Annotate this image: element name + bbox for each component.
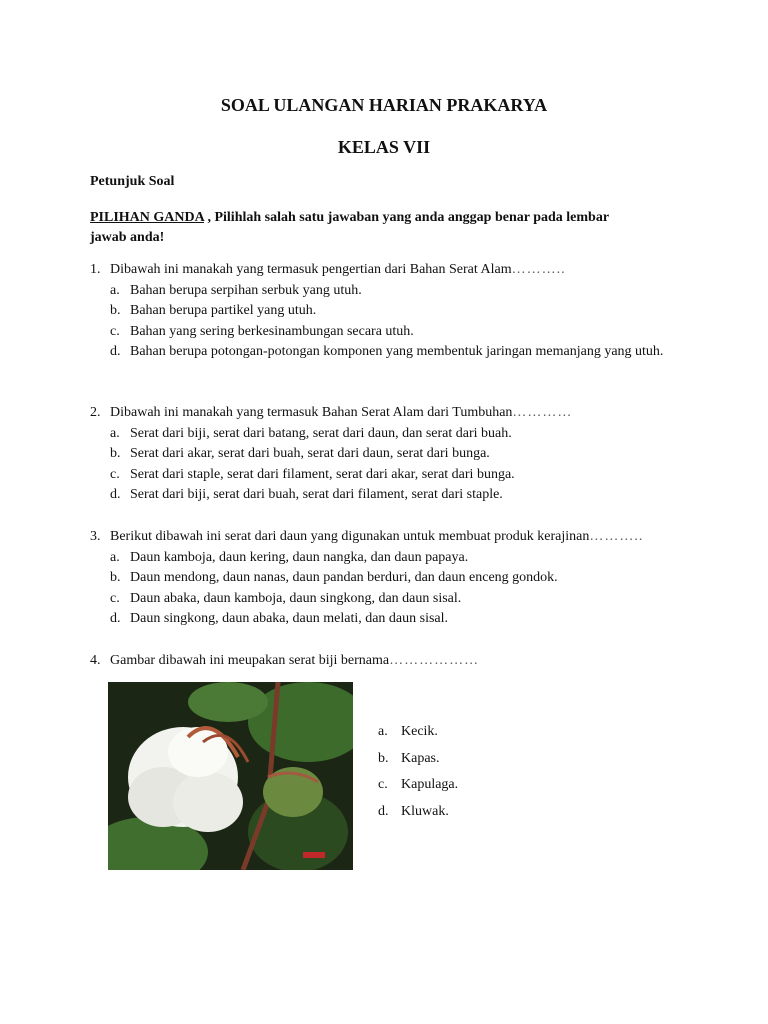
- question-text: Berikut dibawah ini serat dari daun yang digunakan untuk membuat produk kerajinan: [110, 529, 590, 544]
- option-text: Daun singkong, daun abaka, daun melati, dan daun sisal.: [130, 611, 449, 626]
- document-subtitle: KELAS VII: [337, 137, 431, 157]
- cotton-boll-photo: [108, 682, 353, 870]
- option-d: [110, 609, 690, 630]
- section-text: , Pilihlah salah satu jawaban yang anda anggap benar pada lembar: [203, 210, 610, 225]
- option-letter: c.: [110, 590, 120, 606]
- option-letter: a.: [110, 282, 120, 298]
- question-4-options: [378, 724, 458, 831]
- question-2: [90, 403, 690, 506]
- question-text: Gambar dibawah ini meupakan serat biji bernama: [110, 653, 390, 668]
- option-a: [110, 548, 690, 569]
- option-b: [110, 444, 690, 465]
- option-a: [110, 424, 690, 445]
- option-text: Bahan berupa potongan-potongan komponen yang membentuk jaringan memanjang yang utuh.: [130, 344, 664, 359]
- answer-blank: …………: [512, 405, 573, 420]
- option-a: [110, 281, 690, 302]
- option-letter: b.: [378, 750, 389, 766]
- option-text: Daun kamboja, daun kering, daun nangka, dan daun papaya.: [130, 549, 469, 565]
- option-c: [378, 777, 458, 804]
- option-letter: b.: [110, 303, 121, 318]
- option-text: Daun mendong, daun nanas, daun pandan berduri, dan daun enceng gondok.: [130, 570, 558, 585]
- option-letter: a.: [110, 425, 120, 441]
- option-a: [378, 724, 458, 751]
- option-text: Bahan berupa serpihan serbuk yang utuh.: [130, 282, 362, 298]
- option-letter: d.: [378, 804, 389, 820]
- option-letter: d.: [110, 611, 121, 626]
- document-title: SOAL ULANGAN HARIAN PRAKARYA: [220, 95, 548, 115]
- option-letter: b.: [110, 446, 121, 461]
- question-number: 1.: [90, 262, 101, 277]
- option-d: [110, 342, 690, 363]
- option-d: [110, 485, 690, 506]
- option-text: Serat dari staple, serat dari filament, serat dari akar, serat dari bunga.: [130, 466, 515, 482]
- option-text: Kluwak.: [401, 804, 449, 820]
- question-number: 4.: [90, 653, 101, 668]
- question-number: 2.: [90, 405, 101, 420]
- option-text: Kapas.: [401, 750, 440, 766]
- option-text: Bahan yang sering berkesinambungan secara utuh.: [130, 323, 414, 339]
- option-letter: d.: [110, 344, 121, 359]
- option-b: [110, 301, 690, 322]
- option-text: Daun abaka, daun kamboja, daun singkong, dan daun sisal.: [130, 590, 462, 606]
- option-letter: c.: [110, 466, 120, 482]
- answer-blank: ………..: [511, 262, 566, 277]
- option-letter: a.: [110, 549, 120, 565]
- option-text: Serat dari biji, serat dari batang, serat dari daun, dan serat dari buah.: [130, 425, 512, 441]
- section-label: PILIHAN GANDA: [90, 210, 204, 225]
- question-4: [90, 651, 479, 672]
- option-text: Serat dari akar, serat dari buah, serat dari daun, serat dari bunga.: [130, 446, 490, 461]
- option-text: Serat dari biji, serat dari buah, serat dari filament, serat dari staple.: [130, 487, 503, 502]
- section-text-line2: jawab anda!: [90, 230, 165, 245]
- option-letter: c.: [378, 777, 388, 793]
- answer-blank: ………………: [389, 653, 480, 668]
- option-letter: a.: [378, 724, 388, 739]
- option-letter: d.: [110, 487, 121, 502]
- answer-blank: ………..: [589, 529, 644, 544]
- option-letter: c.: [110, 323, 120, 339]
- question-3: [90, 527, 690, 630]
- option-letter: b.: [110, 570, 121, 585]
- option-b: [110, 568, 690, 589]
- question-text: Dibawah ini manakah yang termasuk pengertian dari Bahan Serat Alam: [110, 262, 512, 277]
- section-instructions: [90, 208, 690, 248]
- option-text: Kapulaga.: [401, 777, 459, 793]
- option-c: [110, 465, 690, 486]
- option-d: [378, 804, 458, 831]
- question-number: 3.: [90, 529, 101, 544]
- option-c: [110, 322, 690, 343]
- question-1: [90, 260, 690, 363]
- option-text: Bahan berupa partikel yang utuh.: [130, 303, 317, 318]
- option-c: [110, 589, 690, 610]
- instructions-heading: Petunjuk Soal: [90, 174, 175, 189]
- question-text: Dibawah ini manakah yang termasuk Bahan Serat Alam dari Tumbuhan: [110, 405, 513, 420]
- option-b: [378, 751, 458, 778]
- option-text: Kecik.: [401, 724, 438, 739]
